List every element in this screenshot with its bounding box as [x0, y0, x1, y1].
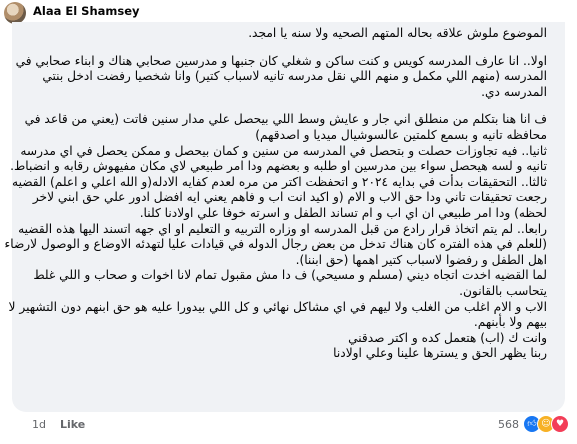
comment-line: رابعا.. لم يتم اتخاذ قرار رادع من قبل المدرسه او وزاره التربيه و التعليم او اي جهه اتسند اليها هذه القضيه (للعلم في هذه الفتره كان هناك تدخل من بعض رجال الدوله في قيادات عليا لتهدئه الاوضاع و الوصول لارضاء اهل الطفل و رفضوا لاسباب كتير اهمها (حق ابننا). — [4, 221, 547, 267]
comment-line: ثالثا.. التحقيقات بدأت في بدايه ٢٠٢٤ و اتحفظت اكتر من مره لعدم كفايه الادله(و الله اعلي و اعلم) القضيه رجعت تحقيقات تاني ودا حق الاب و الام (و اكيد انت اب و فاهم يعني ايه افضل ادور علي حق ابني لاخر لحظه) ودا امر طبيعي ان اي اب و ام تساند الطفل و اسرته خوفا علي اولادنا كلنا. — [12, 174, 547, 220]
reaction-count: 568 — [498, 417, 519, 431]
comment-line: الموضوع ملوش علاقه بحاله المتهم الصحيه ولا سنه يا امجد. — [248, 26, 547, 40]
love-icon: ♥︎ — [551, 415, 569, 433]
haha-icon: ☺︎ — [537, 415, 555, 433]
like-icon: 👍︎ — [523, 415, 541, 433]
comment-line: ثانيا.. فيه تجاوزات حصلت و بتحصل في المدرسه من سنين و كمان بيحصل و ممكن يحصل في اي مدرسه تانيه و لسه هيحصل سواء بين مدرسين او طلبه و بعضهم ودا امر طبيعي لاي مكان مفيهوش رقابه و انضباط. — [10, 143, 547, 174]
comment-line: ف انا هنا بتكلم من منطلق اني جار و عايش وسط اللي بيحصل علي مدار سنين فاتت (يعني من قاعد في محافظه تانيه و بسمع كلمتين عالسوشيال ميديا و اصدقهم) — [24, 112, 547, 142]
avatar[interactable] — [4, 2, 26, 24]
comment-line: اولا.. انا عارف المدرسه كويس و كنت ساكن و شغلي كان جنبها و مدرسين صحابي هناك و ابناء صحابي في المدرسه (منهم اللي مكمل و منهم اللي نقل مدرسه تانيه لاسباب كتير) وانا شخصيا رفضت ادخل بنتي المدرسه دي. — [15, 53, 547, 99]
comment-text — [2, 26, 547, 362]
comment-line: ربنا يظهر الحق و يسترها علينا وعلي اولادنا — [333, 346, 547, 361]
comment-footer — [0, 412, 577, 444]
comment-line: الاب و الام اغلب من الغلب ولا ليهم في اي مشاكل نهائي و كل اللي بيدورا عليه هو حق ابنهم دون التشهير لا بيهم ولا بأبنهم. — [8, 299, 547, 330]
comment-header — [0, 0, 577, 22]
like-button[interactable]: Like — [60, 418, 86, 431]
reactions-summary[interactable] — [498, 414, 569, 434]
comment-line: لما القضيه اخدت اتجاه ديني (مسلم و مسيحي) ف دا مش مقبول تمام لانا اخوات و صحاب و اللي غلط يتحاسب بالقانون. — [33, 268, 547, 298]
comment-timestamp[interactable]: 1d — [32, 418, 46, 431]
comment-line: وانت ك (اب) هتعمل كده و اكتر صدقني — [348, 330, 547, 345]
author-name[interactable]: Alaa El Shamsey — [33, 4, 140, 18]
comment-bubble — [4, 22, 565, 412]
